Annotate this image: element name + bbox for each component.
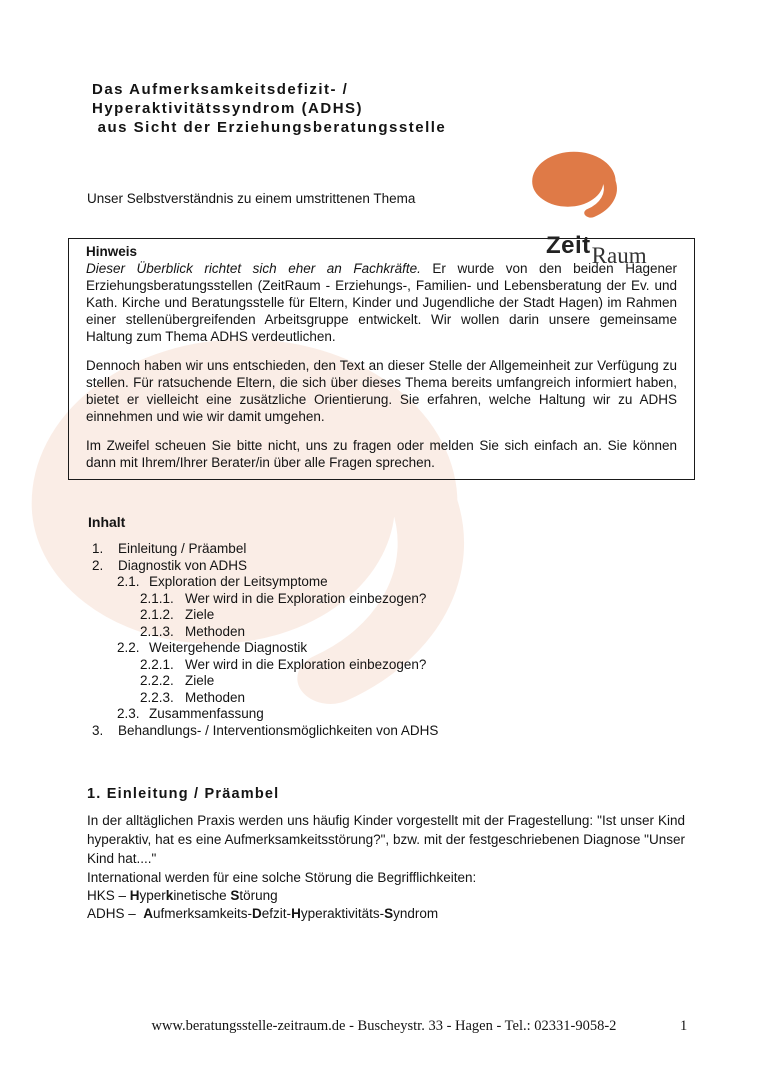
toc-item-number: 2.1. <box>117 574 140 589</box>
toc-item <box>88 706 768 723</box>
toc-item-label: Einleitung / Präambel <box>118 541 247 556</box>
toc-item-number: 2.1.2. <box>140 607 174 622</box>
notice-box <box>68 238 695 480</box>
toc-item <box>88 723 768 740</box>
zeitraum-logo <box>546 164 666 268</box>
document-page <box>0 80 768 1074</box>
adhs-definition: ADHS – Aufmerksamkeits-Defzit-Hyperaktivitäts-Syndrom <box>87 906 439 921</box>
toc-item-label: Methoden <box>185 623 246 639</box>
toc-heading: Inhalt <box>88 514 126 530</box>
document-title <box>92 80 768 137</box>
toc-item-number: 2.1.1. <box>140 590 174 606</box>
table-of-contents <box>88 541 768 739</box>
logo-text-zeit: Zeit <box>546 232 591 259</box>
toc-item-number: 2.1.3. <box>140 623 174 639</box>
toc-item-number: 1. <box>92 541 104 556</box>
toc-item-label: Behandlungs- / Interventionsmöglichkeiten von ADHS <box>118 722 439 738</box>
toc-item-label: Zusammenfassung <box>149 706 264 721</box>
section-1-heading: 1. Einleitung / Präambel <box>87 786 280 802</box>
toc-item-number: 2.2.3. <box>140 689 174 705</box>
toc-item-number: 3. <box>92 722 104 738</box>
toc-item-number: 2. <box>92 557 104 573</box>
toc-item-label: Ziele <box>185 607 215 622</box>
toc-item <box>88 640 768 657</box>
toc-item-number: 2.2.2. <box>140 673 174 688</box>
toc-item <box>88 607 768 624</box>
toc-item-label: Weitergehende Diagnostik <box>149 640 308 655</box>
toc-item-label: Methoden <box>185 689 246 705</box>
page-number: 1 <box>680 1018 688 1034</box>
toc-item-number: 2.2. <box>117 640 140 655</box>
section-1-body <box>87 811 685 923</box>
toc-item-label: Wer wird in die Exploration einbezogen? <box>185 590 427 606</box>
toc-item-label: Diagnostik von ADHS <box>118 557 248 573</box>
notice-paragraph-1-rest: Er wurde von den beiden Hagener Erziehungsberatungsstellen (ZeitRaum - Erziehungs-, Familien- und Lebensberatung der Ev. und Kath. Kirche und Beratungsstelle für Eltern, Kinder und Jugendliche der Stadt Hagen) im Rahmen einer stellenübergreifenden Arbeitsgruppe entwickelt. Wir wollen darin unsere gemeinsame Haltung zum Thema ADHS verdeutlichen. <box>86 261 677 344</box>
notice-paragraph-1-italic: Dieser Überblick richtet sich eher an Fachkräfte. <box>86 261 421 276</box>
notice-heading: Hinweis <box>86 244 138 259</box>
footer-address: www.beratungsstelle-zeitraum.de - Buscheystr. 33 - Hagen - Tel.: 02331-9058-2 <box>151 1018 617 1034</box>
hks-definition: HKS – Hyperkinetische Störung <box>87 888 278 903</box>
document-subtitle: Unser Selbstverständnis zu einem umstrittenen Thema <box>87 191 416 206</box>
toc-item-number: 2.3. <box>117 706 140 721</box>
zeitraum-rose-icon <box>554 164 652 238</box>
logo-text-raum: Raum <box>591 243 647 268</box>
toc-item <box>88 690 768 707</box>
toc-item <box>88 541 768 558</box>
document-title-line: aus Sicht der Erziehungsberatungsstelle <box>92 119 447 136</box>
toc-item-label: Exploration der Leitsymptome <box>149 574 328 589</box>
toc-item <box>88 673 768 690</box>
section-1-paragraph: In der alltäglichen Praxis werden uns häufig Kinder vorgestellt mit der Fragestellung: "Ist unser Kind hyperaktiv, hat es eine Aufmerksamkeitsstörung?", bzw. mit der festgeschriebenen Diagnose "Unser Kind hat...." <box>87 813 685 866</box>
toc-item <box>88 558 768 575</box>
toc-item <box>88 591 768 608</box>
page-footer <box>0 1018 768 1035</box>
notice-paragraph-2: Dennoch haben wir uns entschieden, den Text an dieser Stelle der Allgemeinheit zur Verfügung zu stellen. Für ratsuchende Eltern, die sich über dieses Thema bereits umfangreich informiert haben, bietet er vielleicht eine zusätzliche Orientierung. Sie erfahren, welche Haltung wir zu ADHS einnehmen und wie wir damit umgehen. <box>86 358 677 424</box>
toc-item-label: Wer wird in die Exploration einbezogen? <box>185 656 427 672</box>
toc-item-label: Ziele <box>185 673 215 688</box>
terminology-intro: International werden für eine solche Störung die Begrifflichkeiten: <box>87 870 477 885</box>
toc-item <box>88 624 768 641</box>
toc-item <box>88 657 768 674</box>
logo-wordmark <box>546 232 666 268</box>
document-title-line: Das Aufmerksamkeitsdefizit- / <box>92 81 349 98</box>
notice-paragraph-3: Im Zweifel scheuen Sie bitte nicht, uns zu fragen oder melden Sie sich einfach an. Sie können dann mit Ihrem/Ihrer Berater/in über alle Fragen sprechen. <box>86 438 677 470</box>
document-title-line: Hyperaktivitätssyndrom (ADHS) <box>92 100 364 117</box>
toc-item-number: 2.2.1. <box>140 656 174 672</box>
notice-paragraph-1 <box>86 260 677 345</box>
toc-item <box>88 574 768 591</box>
